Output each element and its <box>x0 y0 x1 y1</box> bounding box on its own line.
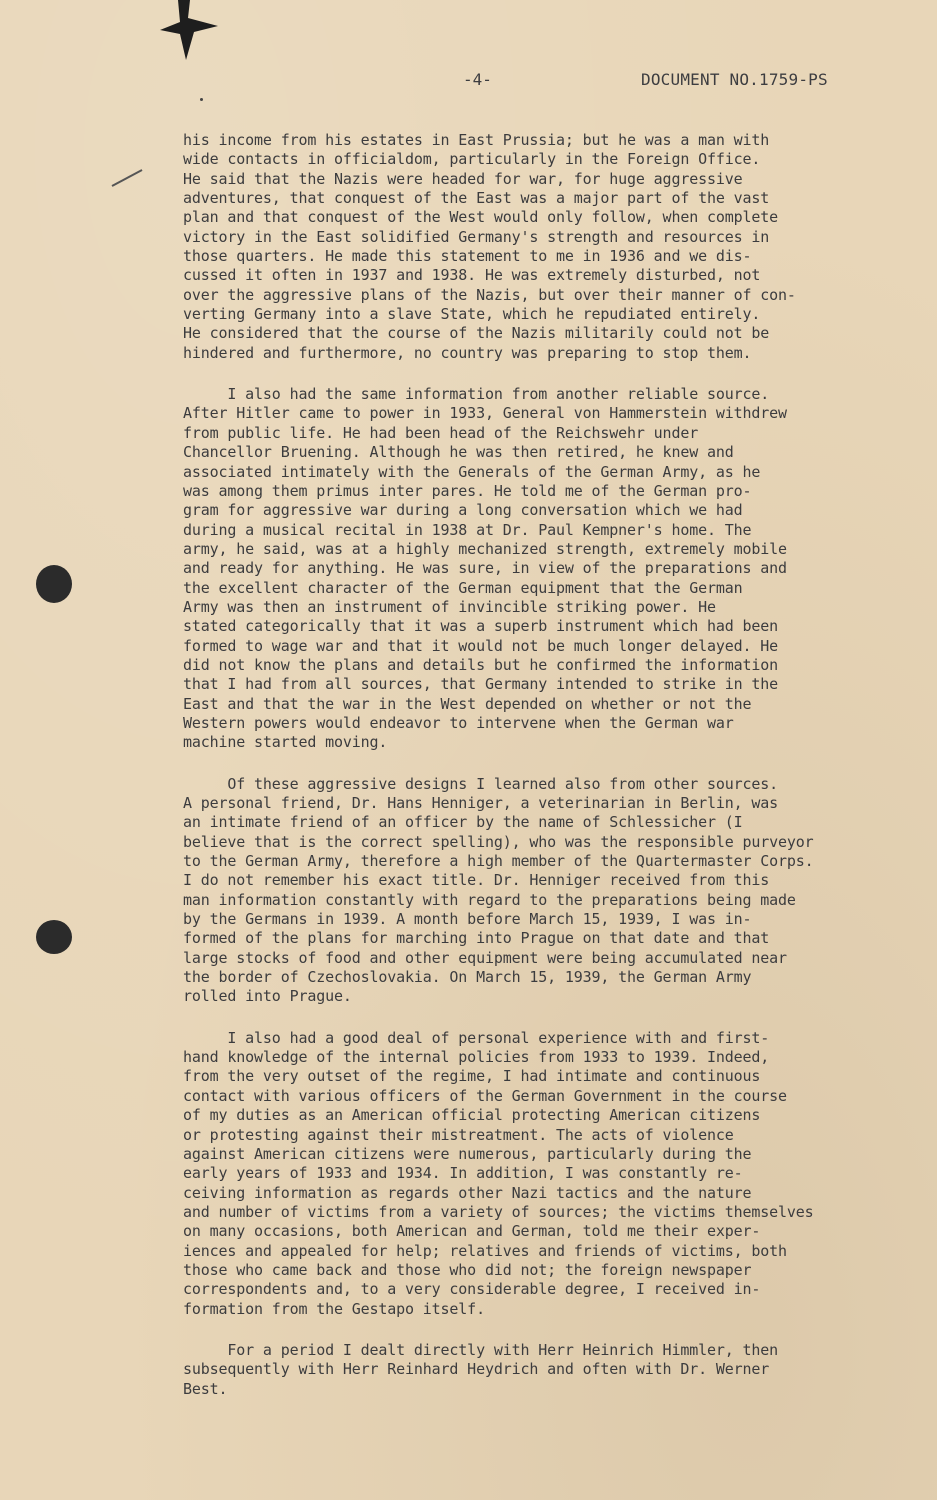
text-line: Chancellor Bruening. Although he was then retired, he knew and <box>183 443 734 462</box>
text-line: over the aggressive plans of the Nazis, but over their manner of con- <box>183 285 796 304</box>
text-line: A personal friend, Dr. Hans Henniger, a veterinarian in Berlin, was <box>183 794 779 812</box>
text-line: the excellent character of the German equipment that the German <box>183 578 743 597</box>
paragraph <box>183 385 883 753</box>
text-line: victory in the East solidified Germany's strength and resources in <box>183 227 770 246</box>
text-line: early years of 1933 and 1934. In addition, I was constantly re- <box>183 1164 743 1183</box>
corner-ink-mark-icon <box>160 0 220 60</box>
text-line: Best. <box>183 1379 228 1398</box>
text-line: plan and that conquest of the West would only follow, when complete <box>183 208 779 227</box>
text-line: did not know the plans and details but he confirmed the information <box>183 655 779 674</box>
text-line: that I had from all sources, that Germany intended to strike in the <box>183 675 779 694</box>
text-line: those who came back and those who did not; the foreign newspaper <box>183 1260 752 1279</box>
text-line: associated intimately with the Generals of the German Army, as he <box>183 462 761 481</box>
text-line: contact with various officers of the German Government in the course <box>183 1086 787 1105</box>
text-line: Army was then an instrument of invincible striking power. He <box>183 597 716 616</box>
text-line: or protesting against their mistreatment. The acts of violence <box>183 1125 734 1144</box>
text-line: formed to wage war and that it would not be much longer delayed. He <box>183 636 779 655</box>
paragraph <box>183 131 883 363</box>
text-line: was among them primus inter pares. He told me of the German pro- <box>183 481 752 500</box>
text-line: He said that the Nazis were headed for war, for huge aggressive <box>183 169 743 188</box>
text-line: believe that is the correct spelling), who was the responsible purveyor <box>183 832 814 851</box>
text-line: formation from the Gestapo itself. <box>183 1299 485 1318</box>
page-number: -4- <box>463 70 492 89</box>
text-line: cussed it often in 1937 and 1938. He was extremely disturbed, not <box>183 266 761 285</box>
paragraph <box>183 1341 883 1399</box>
text-line: iences and appealed for help; relatives and friends of victims, both <box>183 1241 787 1260</box>
text-line: from public life. He had been head of the Reichswehr under <box>183 423 699 442</box>
text-line: For a period I dealt directly with Herr Heinrich Himmler, then <box>183 1340 779 1359</box>
text-line: correspondents and, to a very considerable degree, I received in- <box>183 1280 761 1299</box>
document-body <box>183 131 883 1421</box>
text-line: hand knowledge of the internal policies from 1933 to 1939. Indeed, <box>183 1048 770 1067</box>
text-line: After Hitler came to power in 1933, General von Hammerstein withdrew <box>183 404 787 423</box>
text-line: East and that the war in the West depended on whether or not the <box>183 694 752 713</box>
text-line: verting Germany into a slave State, which he repudiated entirely. <box>183 305 761 324</box>
punch-hole-upper <box>36 565 72 603</box>
text-line: stated categorically that it was a superb instrument which had been <box>183 617 779 636</box>
ink-dot <box>200 98 203 101</box>
text-line: man information constantly with regard to the preparations being made <box>183 890 796 909</box>
page-header <box>0 70 937 94</box>
text-line: He considered that the course of the Nazis militarily could not be <box>183 324 770 343</box>
text-line: rolled into Prague. <box>183 987 352 1006</box>
text-line: of my duties as an American official protecting American citizens <box>183 1106 761 1125</box>
punch-hole-lower <box>36 920 72 954</box>
text-line: to the German Army, therefore a high member of the Quartermaster Corps. <box>183 852 814 871</box>
text-line: adventures, that conquest of the East was a major part of the vast <box>183 189 770 208</box>
text-line: those quarters. He made this statement to me in 1936 and we dis- <box>183 247 752 266</box>
text-line: ceiving information as regards other Nazi tactics and the nature <box>183 1183 752 1202</box>
paragraph <box>183 775 883 1007</box>
text-line: Western powers would endeavor to intervene when the German war <box>183 713 734 732</box>
margin-pen-stroke <box>112 169 143 187</box>
text-line: and ready for anything. He was sure, in view of the preparations and <box>183 559 787 578</box>
text-line: by the Germans in 1939. A month before March 15, 1939, I was in- <box>183 910 752 929</box>
document-number: DOCUMENT NO.1759-PS <box>641 70 828 89</box>
text-line: subsequently with Herr Reinhard Heydrich and often with Dr. Werner <box>183 1360 770 1379</box>
text-line: an intimate friend of an officer by the name of Schlessicher (I <box>183 813 743 832</box>
text-line: the border of Czechoslovakia. On March 15, 1939, the German Army <box>183 968 752 987</box>
text-line: large stocks of food and other equipment were being accumulated near <box>183 948 787 967</box>
text-line: I also had a good deal of personal experience with and first- <box>183 1028 770 1047</box>
text-line: formed of the plans for marching into Prague on that date and that <box>183 929 770 948</box>
text-line: army, he said, was at a highly mechanized strength, extremely mobile <box>183 539 787 558</box>
text-line: gram for aggressive war during a long conversation which we had <box>183 501 743 520</box>
paragraph <box>183 1029 883 1319</box>
text-line: against American citizens were numerous, particularly during the <box>183 1144 752 1163</box>
text-line: from the very outset of the regime, I had intimate and continuous <box>183 1067 761 1086</box>
text-line: I also had the same information from another reliable source. <box>183 385 770 404</box>
text-line: Of these aggressive designs I learned also from other sources. <box>183 774 779 793</box>
text-line: his income from his estates in East Prussia; but he was a man with <box>183 131 770 149</box>
text-line: and number of victims from a variety of sources; the victims themselves <box>183 1202 814 1221</box>
text-line: on many occasions, both American and German, told me their exper- <box>183 1222 761 1241</box>
text-line: wide contacts in officialdom, particularly in the Foreign Office. <box>183 150 761 169</box>
text-line: I do not remember his exact title. Dr. Henniger received from this <box>183 871 770 890</box>
text-line: hindered and furthermore, no country was preparing to stop them. <box>183 343 752 362</box>
text-line: during a musical recital in 1938 at Dr. Paul Kempner's home. The <box>183 520 752 539</box>
text-line: machine started moving. <box>183 733 388 752</box>
